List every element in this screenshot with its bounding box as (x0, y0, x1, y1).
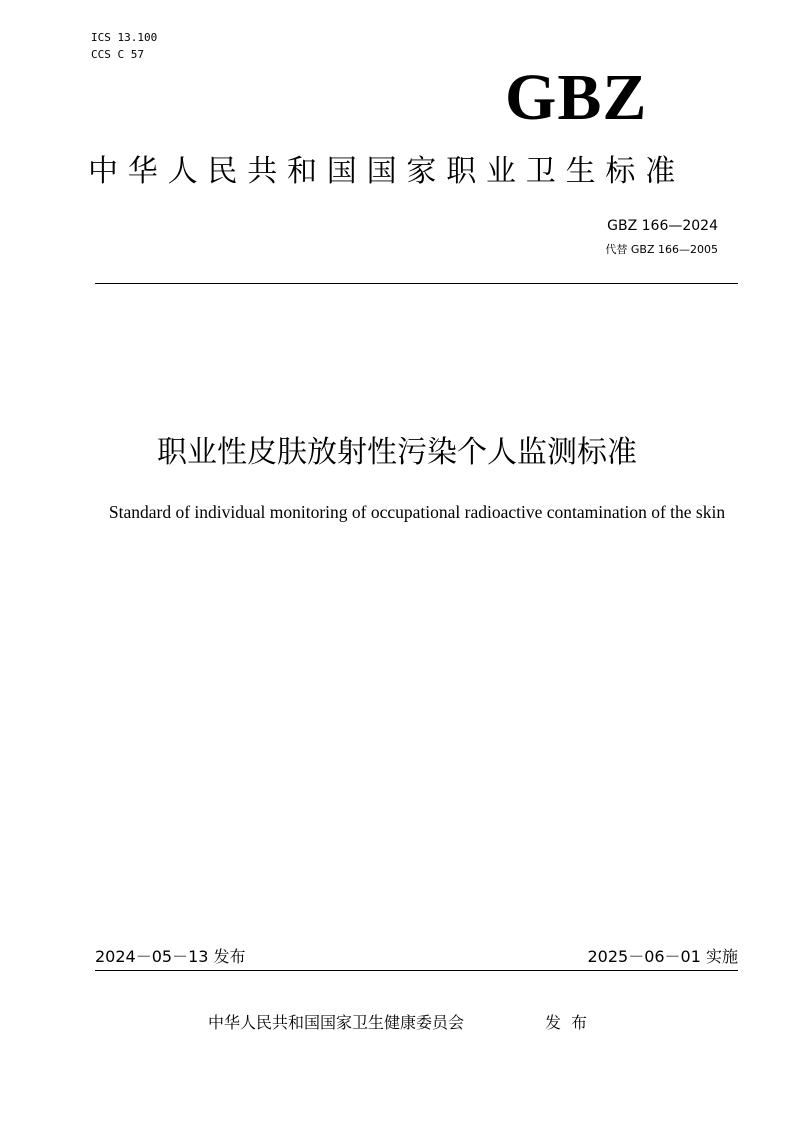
header-divider (95, 283, 738, 284)
document-title-english: Standard of individual monitoring of occupational radioactive contamination of the skin (108, 502, 726, 522)
ics-code: ICS 13.100 (91, 31, 158, 44)
standard-number: GBZ 166—2024 (607, 218, 718, 234)
replaces-standard: 代替 GBZ 166—2005 (605, 243, 718, 256)
issue-date: 2024－05－13 发布 (95, 947, 246, 966)
footer-divider (95, 970, 738, 971)
gbz-logo: GBZ (505, 61, 648, 134)
publish-label: 发布 (545, 1013, 598, 1032)
publisher-name: 中华人民共和国国家卫生健康委员会 (208, 1013, 465, 1032)
document-title-chinese: 职业性皮肤放射性污染个人监测标准 (157, 435, 637, 470)
implementation-date: 2025－06－01 实施 (587, 947, 738, 966)
ccs-code: CCS C 57 (91, 48, 144, 61)
issuing-authority-heading: 中华人民共和国国家职业卫生标准 (88, 154, 685, 189)
